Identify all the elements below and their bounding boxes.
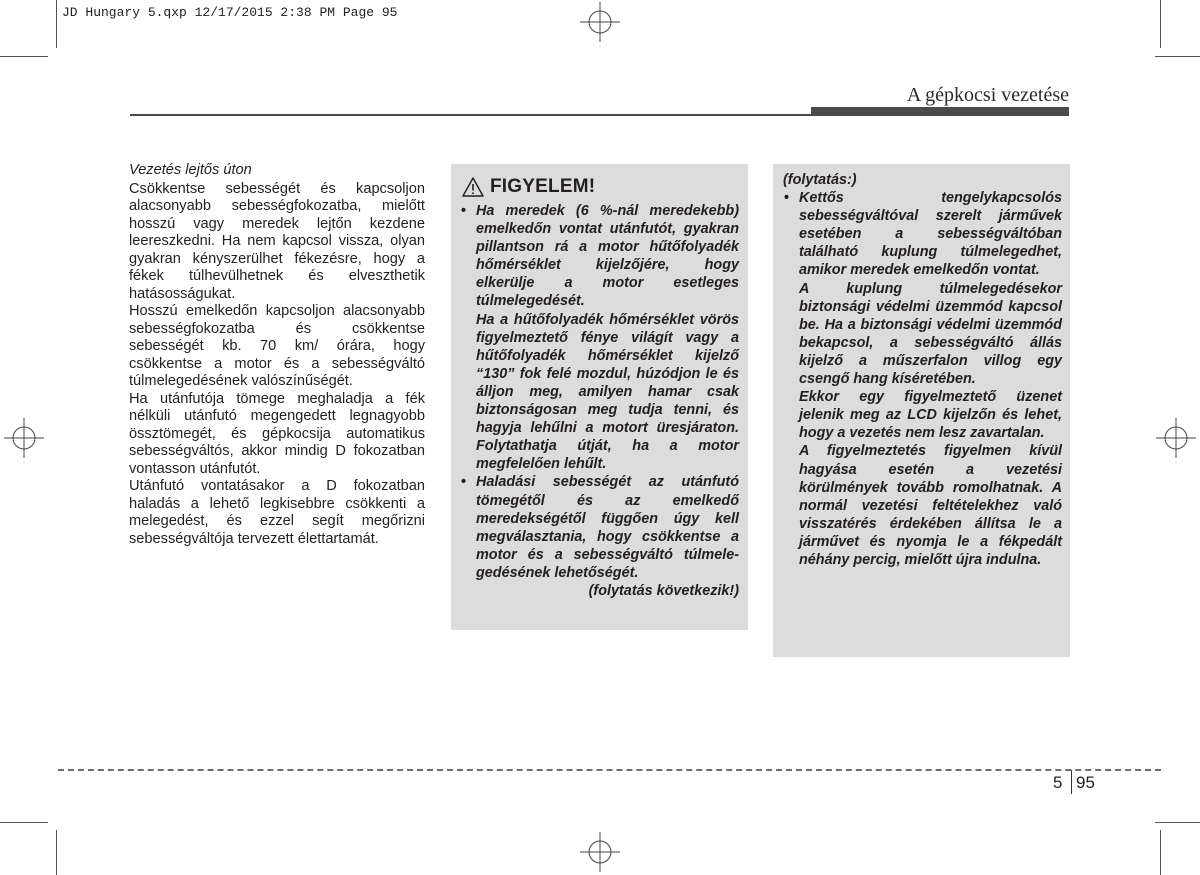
left-column (129, 162, 425, 548)
paragraph: Csökkentse sebességét és kapcsoljon alacsonyabb sebességfokozatba, mielőtt hosszú vagy meredek lejtőn kezdene leereszkedni. Ha nem kapcsol vissza, olyan gyakran kényszerülhet fékezésre, hogy a fékek túlhevülhetnek és elveszthetik hatásosságukat. (129, 180, 425, 302)
crop-mark (0, 822, 48, 823)
section-title: A gépkocsi vezetése (906, 84, 1069, 106)
continuation-label: (folytatás:) (783, 172, 857, 188)
paragraph: Utánfutó vontatásakor a D fokozatban haladás a lehető legkisebbre csökkenti a melegedést, és ezzel segít megőrizni sebességváltója tervezett élettartamát. (129, 478, 425, 547)
page-number: 95 (1076, 773, 1095, 792)
list-item-continuation: A figyelmeztetés figyelmen kívül hagyása esetén a vezetési körülmények tovább romolhatnak. A normál vezetési feltételekhez való visszatérés érdekében állítsa le a járművet és nyomja le a fékpedált néhány percig, mielőtt újra indulna. (799, 443, 1062, 568)
list-item: • Ha meredek (6 %-nál meredekebb) emelkedőn vontat utánfutót, gyakran pillantson rá a motor hűtőfolyadék hőmérséklet kijelzőjére, hogy elkerülje a motor esetleges túlmelegedését. (461, 203, 739, 310)
registration-mark-icon (580, 832, 620, 872)
list-item: • Haladási sebességét az utánfutó tömegétől és az emelkedő meredekségétől függően úgy kell megválasztania, hogy csökkentse a motor és a sebességváltó túlmele-gedésének lehetőségét. (461, 474, 739, 581)
list-item: • Kettős tengelykapcsolós sebességváltóval szerelt járművek esetében a sebességváltóban található kuplung túlmelegedhet, amikor meredek emelkedőn vontat. (784, 190, 1062, 279)
warning-body (460, 202, 739, 600)
crop-mark (1155, 822, 1200, 823)
printer-slug: JD Hungary 5.qxp 12/17/2015 2:38 PM Page 95 (62, 5, 398, 20)
list-item-continuation: Ekkor egy figyelmeztető üzenet jelenik meg az LCD kijelzőn és lehet, hogy a vezetés nem lesz zavartalan. (799, 389, 1062, 442)
continuation-box (773, 164, 1070, 657)
warning-title: FIGYELEM! (490, 176, 596, 197)
crop-mark (1160, 0, 1161, 48)
list-item-continuation: Ha a hűtőfolyadék hőmérséklet vörös figyelmeztető fénye világít vagy a hűtőfolyadék hőmérséklet kijelző “130” fok felé mozdul, húzódjon le és álljon meg, amilyen hamar csak biztonságosan meg tudja tenni, és hagyja lehűlni a motort üresjáraton. Folytathatja útját, ha a motor megfelelően lehűlt. (476, 311, 739, 473)
warning-header (462, 175, 595, 199)
registration-mark-icon (4, 418, 44, 458)
header-rule (130, 114, 1069, 116)
crop-mark (56, 830, 57, 875)
registration-mark-icon (1156, 418, 1196, 458)
warning-triangle-icon (462, 177, 484, 197)
continuation-body (783, 171, 1062, 569)
crop-mark (1155, 56, 1200, 57)
crop-mark (56, 0, 57, 48)
list-item-continuation: A kuplung túlmelegedésekor biztonsági védelmi üzemmód kapcsol be. Ha a biztonsági védelmi üzemmód bekapcsol, a sebességváltó állás kijelző a műszerfalon villog egy csengő hang kíséretében. (799, 280, 1062, 388)
registration-mark-icon (580, 2, 620, 42)
page-number-divider (1071, 770, 1072, 794)
subsection-heading: Vezetés lejtős úton (129, 162, 252, 178)
paragraph: Ha utánfutója tömege meghaladja a fék nélküli utánfutó megengedett legnagyobb össztömegét, és gépkocsija automatikus sebességváltós, akkor mindig D fokozatban vontasson utánfutót. (129, 390, 425, 477)
section-number: 5 (1053, 773, 1063, 792)
footer-rule (58, 769, 1161, 771)
crop-mark (0, 56, 48, 57)
paragraph: Hosszú emelkedőn kapcsoljon alacsonyabb sebességfokozatba és csökkentse sebességét kb. 70 km/ órára, hogy csökkentse a motor és a sebességváltó túlmelegedésének valószínűségét. (129, 303, 425, 389)
crop-mark (1160, 830, 1161, 875)
continued-note: (folytatás következik!) (588, 582, 739, 599)
warning-box (451, 164, 748, 630)
